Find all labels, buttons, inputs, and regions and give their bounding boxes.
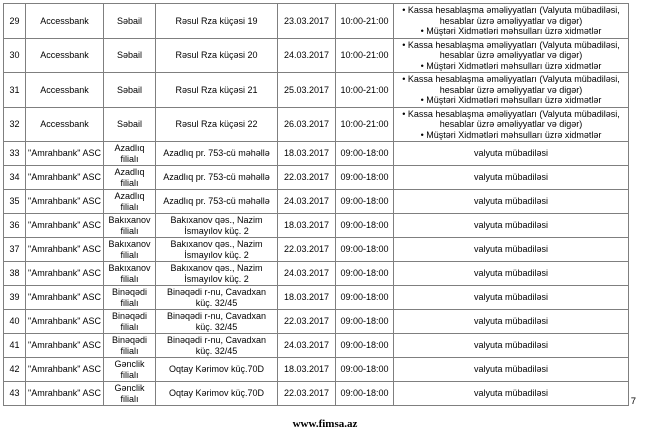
date: 24.03.2017 [278, 190, 336, 214]
row-number: 40 [4, 310, 26, 334]
time: 09:00-18:00 [336, 214, 394, 238]
bank-name: Accessbank [26, 4, 104, 39]
date: 18.03.2017 [278, 286, 336, 310]
branch-name: Səbail [104, 107, 156, 142]
branch-address: Oqtay Kərimov küç.70D [156, 358, 278, 382]
row-number: 41 [4, 334, 26, 358]
branch-name: Səbail [104, 73, 156, 108]
date: 23.03.2017 [278, 4, 336, 39]
service-item: • Kassa hesablaşma əməliyyatları (Valyuta mübadiləsi, hesablar üzrə əməliyyatlar və digər) [402, 74, 620, 95]
table-row [4, 142, 629, 166]
time: 10:00-21:00 [336, 4, 394, 39]
time: 09:00-18:00 [336, 286, 394, 310]
services-cell: valyuta mübadiləsi [394, 286, 629, 310]
branch-address: Binəqədi r-nu, Cavadxan küç. 32/45 [156, 334, 278, 358]
branch-name: Səbail [104, 38, 156, 73]
table-row [4, 310, 629, 334]
date: 24.03.2017 [278, 334, 336, 358]
branch-address: Oqtay Kərimov küç.70D [156, 382, 278, 406]
services-cell: valyuta mübadiləsi [394, 262, 629, 286]
table-row [4, 286, 629, 310]
branch-address: Binəqədi r-nu, Cavadxan küç. 32/45 [156, 310, 278, 334]
table-row [4, 190, 629, 214]
branch-address: Azadlıq pr. 753-cü məhəllə [156, 166, 278, 190]
branch-name: Səbail [104, 4, 156, 39]
date: 24.03.2017 [278, 262, 336, 286]
services-cell: valyuta mübadiləsi [394, 142, 629, 166]
bank-name: "Amrahbank" ASC [26, 358, 104, 382]
bank-name: "Amrahbank" ASC [26, 142, 104, 166]
time: 09:00-18:00 [336, 238, 394, 262]
branch-address: Bakıxanov qəs., Nazim İsmayılov küç. 2 [156, 262, 278, 286]
branch-address: Rəsul Rza küçəsi 20 [156, 38, 278, 73]
row-number: 33 [4, 142, 26, 166]
bank-name: "Amrahbank" ASC [26, 166, 104, 190]
bank-name: "Amrahbank" ASC [26, 238, 104, 262]
date: 18.03.2017 [278, 142, 336, 166]
bank-name: "Amrahbank" ASC [26, 262, 104, 286]
table-row [4, 107, 629, 142]
row-number: 34 [4, 166, 26, 190]
time: 09:00-18:00 [336, 166, 394, 190]
row-number: 35 [4, 190, 26, 214]
time: 09:00-18:00 [336, 334, 394, 358]
bank-name: Accessbank [26, 73, 104, 108]
branch-name: Bakıxanov filialı [104, 214, 156, 238]
time: 09:00-18:00 [336, 310, 394, 334]
date: 24.03.2017 [278, 38, 336, 73]
branch-name: Azadlıq filialı [104, 190, 156, 214]
service-item: • Müştəri Xidmətləri məhsulları üzrə xidmətlər [420, 95, 602, 105]
bank-name: "Amrahbank" ASC [26, 190, 104, 214]
branch-address: Rəsul Rza küçəsi 22 [156, 107, 278, 142]
time: 10:00-21:00 [336, 73, 394, 108]
service-item: • Müştəri Xidmətləri məhsulları üzrə xidmətlər [420, 129, 602, 140]
bank-table-body [4, 4, 629, 406]
table-row [4, 358, 629, 382]
time: 09:00-18:00 [336, 142, 394, 166]
time: 10:00-21:00 [336, 107, 394, 142]
bank-name: "Amrahbank" ASC [26, 334, 104, 358]
services-cell: valyuta mübadiləsi [394, 358, 629, 382]
time: 10:00-21:00 [336, 38, 394, 73]
services-cell: valyuta mübadiləsi [394, 214, 629, 238]
date: 25.03.2017 [278, 73, 336, 108]
table-row [4, 4, 629, 39]
services-cell [394, 4, 629, 39]
date: 22.03.2017 [278, 166, 336, 190]
branch-name: Bakıxanov filialı [104, 238, 156, 262]
services-cell: valyuta mübadiləsi [394, 166, 629, 190]
table-row [4, 166, 629, 190]
date: 26.03.2017 [278, 107, 336, 142]
row-number: 30 [4, 38, 26, 73]
branch-address: Azadlıq pr. 753-cü məhəllə [156, 190, 278, 214]
bank-name: Accessbank [26, 107, 104, 142]
bank-name: "Amrahbank" ASC [26, 214, 104, 238]
table-row [4, 334, 629, 358]
branch-address: Rəsul Rza küçəsi 21 [156, 73, 278, 108]
service-item: • Müştəri Xidmətləri məhsulları üzrə xidmətlər [420, 60, 602, 71]
branch-name: Azadlıq filialı [104, 142, 156, 166]
row-number: 36 [4, 214, 26, 238]
time: 09:00-18:00 [336, 382, 394, 406]
branch-name: Gənclik filialı [104, 382, 156, 406]
branch-name: Binəqədi filialı [104, 334, 156, 358]
branch-address: Binəqədi r-nu, Cavadxan küç. 32/45 [156, 286, 278, 310]
service-item: • Kassa hesablaşma əməliyyatları (Valyuta mübadiləsi, hesablar üzrə əməliyyatlar və digər) [402, 5, 620, 26]
time: 09:00-18:00 [336, 262, 394, 286]
bank-name: "Amrahbank" ASC [26, 310, 104, 334]
table-row [4, 382, 629, 406]
bank-name: Accessbank [26, 38, 104, 73]
date: 22.03.2017 [278, 238, 336, 262]
date: 18.03.2017 [278, 214, 336, 238]
time: 09:00-18:00 [336, 358, 394, 382]
date: 18.03.2017 [278, 358, 336, 382]
table-row [4, 38, 629, 73]
bank-name: "Amrahbank" ASC [26, 286, 104, 310]
row-number: 29 [4, 4, 26, 39]
row-number: 31 [4, 73, 26, 108]
bank-name: "Amrahbank" ASC [26, 382, 104, 406]
services-cell: valyuta mübadiləsi [394, 238, 629, 262]
service-item: • Kassa hesablaşma əməliyyatları (Valyuta mübadiləsi, hesablar üzrə əməliyyatlar və digər) [402, 108, 620, 129]
services-cell [394, 107, 629, 142]
branch-address: Azadlıq pr. 753-cü məhəllə [156, 142, 278, 166]
branch-name: Binəqədi filialı [104, 286, 156, 310]
time: 09:00-18:00 [336, 190, 394, 214]
services-cell: valyuta mübadiləsi [394, 334, 629, 358]
row-number: 38 [4, 262, 26, 286]
row-number: 32 [4, 107, 26, 142]
services-cell [394, 73, 629, 108]
service-item: • Kassa hesablaşma əməliyyatları (Valyuta mübadiləsi, hesablar üzrə əməliyyatlar və digər) [402, 39, 620, 60]
branch-name: Gənclik filialı [104, 358, 156, 382]
services-cell [394, 38, 629, 73]
row-number: 37 [4, 238, 26, 262]
row-number: 43 [4, 382, 26, 406]
branch-address: Bakıxanov qəs., Nazim İsmayılov küç. 2 [156, 238, 278, 262]
row-number: 42 [4, 358, 26, 382]
row-number: 39 [4, 286, 26, 310]
table-row [4, 214, 629, 238]
bank-branches-table [3, 3, 629, 406]
date: 22.03.2017 [278, 310, 336, 334]
services-cell: valyuta mübadiləsi [394, 190, 629, 214]
branch-address: Rəsul Rza küçəsi 19 [156, 4, 278, 39]
branch-name: Bakıxanov filialı [104, 262, 156, 286]
footer-website-link[interactable]: www.fimsa.az [292, 418, 358, 430]
table-row [4, 73, 629, 108]
service-item: • Müştəri Xidmətləri məhsulları üzrə xidmətlər [420, 26, 602, 36]
branch-address: Bakıxanov qəs., Nazim İsmayılov küç. 2 [156, 214, 278, 238]
services-cell: valyuta mübadiləsi [394, 310, 629, 334]
branch-name: Binəqədi filialı [104, 310, 156, 334]
page-number: 7 [630, 396, 636, 407]
table-row [4, 238, 629, 262]
services-cell: valyuta mübadiləsi [394, 382, 629, 406]
date: 22.03.2017 [278, 382, 336, 406]
branch-name: Azadlıq filialı [104, 166, 156, 190]
table-row [4, 262, 629, 286]
